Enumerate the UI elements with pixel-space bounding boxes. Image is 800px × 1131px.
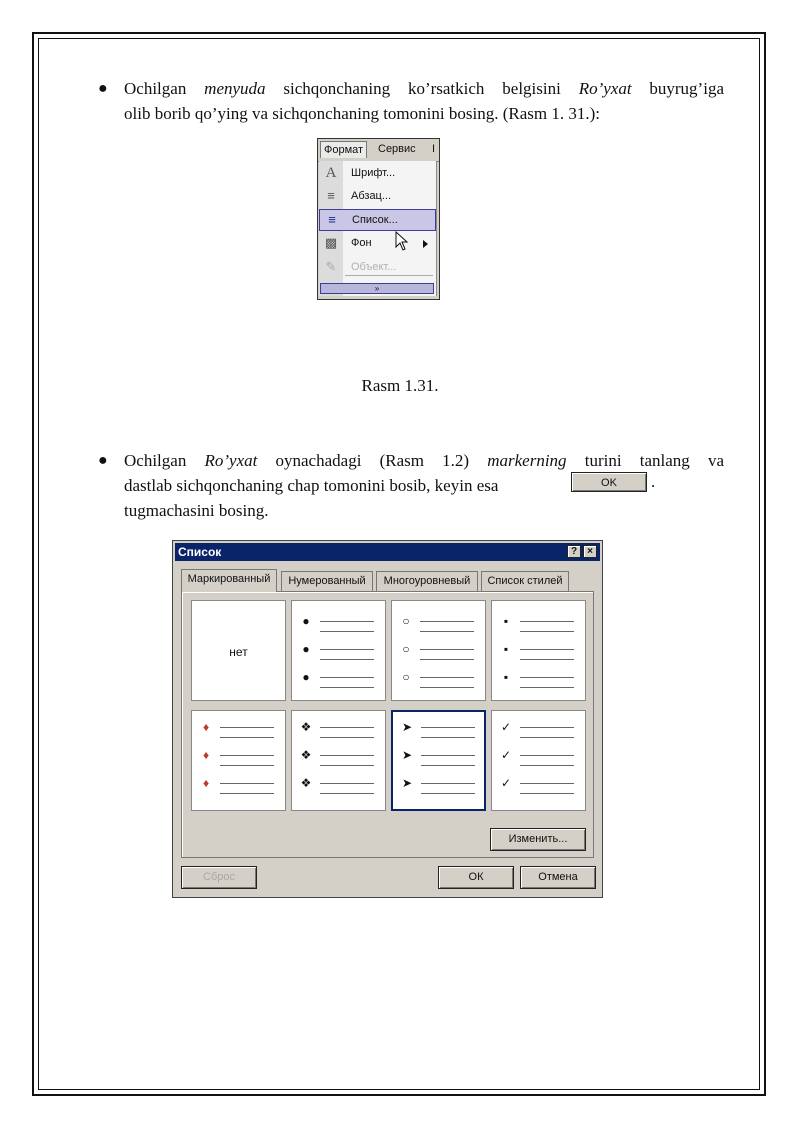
menu-item-font[interactable]	[319, 163, 436, 185]
none-label: нет	[229, 645, 248, 659]
preview-line	[320, 755, 374, 756]
preview-line	[520, 659, 574, 660]
para2-line3: tugmachasini bosing.	[124, 501, 269, 520]
3d-diamond-bullet-icon: ♦	[202, 720, 210, 734]
preview-line	[520, 631, 574, 632]
preview-line	[220, 727, 274, 728]
preview-line	[421, 765, 475, 766]
preview-line	[320, 631, 374, 632]
3d-diamond-bullet-icon: ♦	[202, 776, 210, 790]
menubar-more[interactable]: I	[432, 143, 436, 155]
menu-item-font-label: Шрифт...	[351, 167, 396, 179]
para1-text-b: sichqonchaning ko’rsatkich belgisini	[265, 79, 579, 98]
bullet-paragraph-1	[98, 76, 724, 126]
filled-circle-bullet-icon: ●	[302, 670, 310, 684]
bullet-option-hollow-circle[interactable]	[391, 600, 486, 701]
mouse-cursor-icon	[395, 231, 409, 251]
menu-separator	[345, 275, 433, 276]
preview-line	[520, 783, 574, 784]
bullet-option-none[interactable]	[191, 600, 286, 701]
tab-multilevel[interactable]: Многоуровневый	[376, 571, 478, 591]
arrowhead-bullet-icon: ➤	[401, 720, 413, 734]
dialog-titlebar	[175, 543, 600, 561]
modify-button[interactable]: Изменить...	[490, 828, 586, 851]
bulleted-tab-panel	[181, 591, 594, 858]
bullet-option-filled-circle[interactable]	[291, 600, 386, 701]
object-icon: ✎	[325, 259, 337, 274]
para1-menyuda: menyuda	[204, 79, 266, 98]
para2-line2: dastlab sichqonchaning chap tomonini bosib, keyin esa	[124, 476, 499, 495]
menu-item-background[interactable]	[319, 233, 436, 255]
preview-line	[220, 765, 274, 766]
para2-text-b: oynachadagi (Rasm 1.2)	[257, 451, 488, 470]
menu-item-paragraph[interactable]	[319, 186, 436, 208]
menubar-service[interactable]: Сервис	[378, 143, 416, 155]
paragraph-icon: ≡	[327, 188, 335, 203]
bullet-option-arrowhead[interactable]	[391, 710, 486, 811]
checkmark-bullet-icon: ✓	[500, 720, 512, 734]
figure-caption-1: Rasm 1.31.	[361, 376, 439, 395]
dialog-title: Список	[178, 545, 222, 559]
four-diamonds-bullet-icon: ❖	[300, 720, 312, 734]
arrowhead-bullet-icon: ➤	[401, 748, 413, 762]
hollow-circle-bullet-icon: ○	[402, 614, 410, 628]
submenu-arrow-icon	[423, 240, 428, 248]
square-bullet-icon: ▪	[503, 670, 509, 684]
preview-line	[320, 783, 374, 784]
para2-royxat: Ro’yxat	[204, 451, 258, 470]
hollow-circle-bullet-icon: ○	[402, 670, 410, 684]
menu-bar	[318, 139, 439, 162]
menu-item-list-label: Список...	[352, 214, 398, 226]
para2-line1	[124, 448, 724, 473]
arrowhead-bullet-icon: ➤	[401, 776, 413, 790]
square-bullet-icon: ▪	[503, 642, 509, 656]
tab-numbered[interactable]: Нумерованный	[281, 571, 373, 591]
preview-line	[420, 631, 474, 632]
bullet-option-checkmark[interactable]	[491, 710, 586, 811]
list-icon: ≡	[328, 212, 336, 227]
list-dialog	[172, 540, 603, 898]
preview-line	[420, 659, 474, 660]
format-menu-screenshot	[317, 138, 440, 300]
preview-line	[220, 783, 274, 784]
preview-line	[520, 621, 574, 622]
menu-item-background-label: Фон	[351, 237, 372, 249]
preview-line	[520, 765, 574, 766]
checkmark-bullet-icon: ✓	[500, 776, 512, 790]
hollow-circle-bullet-icon: ○	[402, 642, 410, 656]
close-icon[interactable]: ×	[583, 545, 597, 558]
help-icon[interactable]: ?	[567, 545, 581, 558]
preview-line	[420, 649, 474, 650]
tab-list-styles[interactable]: Список стилей	[481, 571, 569, 591]
para1-royxat: Ro’yxat	[578, 79, 632, 98]
preview-line	[320, 649, 374, 650]
inline-ok-button[interactable]: OK	[571, 472, 647, 492]
para1-line2: olib borib qo’ying va sichqonchaning tomonini bosing. (Rasm 1. 31.):	[124, 104, 600, 123]
bullet-icon: ●	[98, 452, 108, 469]
preview-line	[320, 727, 374, 728]
preview-line	[520, 677, 574, 678]
3d-diamond-bullet-icon: ♦	[202, 748, 210, 762]
preview-line	[421, 755, 475, 756]
para1-text-a: Ochilgan	[124, 79, 205, 98]
four-diamonds-bullet-icon: ❖	[300, 776, 312, 790]
filled-circle-bullet-icon: ●	[302, 614, 310, 628]
four-diamonds-bullet-icon: ❖	[300, 748, 312, 762]
preview-line	[320, 677, 374, 678]
font-a-icon: A	[325, 165, 337, 181]
tab-bulleted[interactable]: Маркированный	[181, 569, 277, 592]
preview-line	[520, 755, 574, 756]
preview-line	[320, 687, 374, 688]
preview-line	[421, 783, 475, 784]
preview-line	[421, 727, 475, 728]
preview-line	[520, 687, 574, 688]
para1-line1	[124, 76, 724, 101]
preview-line	[320, 659, 374, 660]
bullet-option-four-diamonds[interactable]	[291, 710, 386, 811]
square-bullet-icon: ▪	[503, 614, 509, 628]
preview-line	[220, 755, 274, 756]
checkmark-bullet-icon: ✓	[500, 748, 512, 762]
preview-line	[520, 793, 574, 794]
paint-bucket-icon: ▩	[324, 235, 338, 250]
preview-line	[320, 621, 374, 622]
preview-line	[420, 621, 474, 622]
para2-period: .	[651, 472, 656, 491]
preview-line	[421, 737, 475, 738]
menu-expand-chevron-icon[interactable]: »	[320, 283, 434, 294]
ok-button[interactable]: ОК	[438, 866, 514, 889]
bullet-option-square[interactable]	[491, 600, 586, 701]
preview-line	[420, 677, 474, 678]
preview-line	[520, 727, 574, 728]
preview-line	[520, 737, 574, 738]
format-menu-dropdown	[319, 161, 437, 296]
cancel-button[interactable]: Отмена	[520, 866, 596, 889]
preview-line	[320, 793, 374, 794]
filled-circle-bullet-icon: ●	[302, 642, 310, 656]
menu-item-object-label: Объект...	[351, 261, 397, 273]
preview-line	[220, 737, 274, 738]
preview-line	[220, 793, 274, 794]
bullet-icon: ●	[98, 80, 108, 97]
para2-markerning: markerning	[487, 451, 567, 470]
preview-line	[420, 687, 474, 688]
para2-text-c: turini tanlang va	[566, 451, 724, 470]
bullet-option-3d-diamond[interactable]	[191, 710, 286, 811]
para1-text-c: buyrug’iga	[631, 79, 724, 98]
preview-line	[421, 793, 475, 794]
menu-item-paragraph-label: Абзац...	[351, 190, 392, 202]
menu-item-list[interactable]	[319, 209, 436, 231]
preview-line	[520, 649, 574, 650]
reset-button[interactable]: Сброс	[181, 866, 257, 889]
preview-line	[320, 737, 374, 738]
para2-text-a: Ochilgan	[124, 451, 205, 470]
menubar-format[interactable]: Формат	[320, 141, 367, 158]
preview-line	[320, 765, 374, 766]
